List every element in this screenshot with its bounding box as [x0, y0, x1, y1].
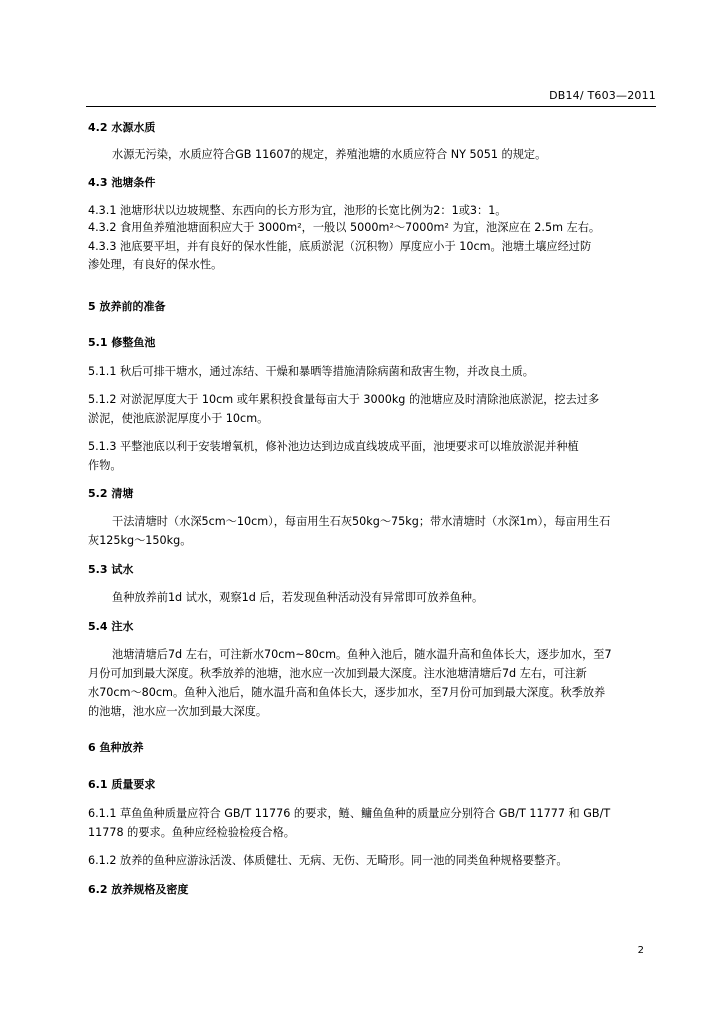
paragraph-line: 干法清塘时（水深5cm～10cm），每亩用生石灰50kg～75kg；带水清塘时（水深1m），每亩用生石 [112, 515, 611, 528]
section-heading: 5 放养前的准备 [88, 300, 166, 313]
paragraph-line: 渗处理，有良好的保水性。 [88, 258, 223, 271]
paragraph-line: 5.1.2 对淤泥厚度大于 10cm 或年累积投食量每亩大于 3000kg 的池塘应及时清除池底淤泥，挖去过多 [88, 393, 600, 406]
section-heading: 4.3 池塘条件 [88, 176, 156, 189]
header-rule [86, 106, 656, 107]
paragraph-line: 6.1.1 草鱼鱼种质量应符合 GB/T 11776 的要求，鲢、鳙鱼鱼种的质量应分别符合 GB/T 11777 和 GB/T [88, 807, 611, 820]
paragraph-line: 池塘清塘后7d 左右，可注新水70cm~80cm。鱼种入池后，随水温升高和鱼体长大，逐步加水，至7 [112, 648, 612, 661]
paragraph-line: 水70cm～80cm。鱼种入池后，随水温升高和鱼体长大，逐步加水，至7月份可加到最大深度。秋季放养 [88, 686, 606, 699]
section-heading: 6.1 质量要求 [88, 778, 156, 791]
page-number: 2 [637, 945, 644, 956]
header-code: DB14/ T603—2011 [549, 89, 656, 102]
section-heading: 5.3 试水 [88, 563, 134, 576]
paragraph-line: 4.3.3 池底要平坦，并有良好的保水性能，底质淤泥（沉积物）厚度应小于 10cm。池塘土壤应经过防 [88, 240, 592, 253]
section-heading: 5.4 注水 [88, 620, 134, 633]
paragraph-line: 5.1.3 平整池底以利于安装增氧机，修补池边达到边成直线坡成平面，池埂要求可以堆放淤泥并种植 [88, 440, 579, 453]
paragraph-line: 4.3.2 食用鱼养殖池塘面积应大于 3000m²，一般以 5000m²～7000m² 为宜，池深应在 2.5m 左右。 [88, 221, 601, 234]
section-heading: 6 鱼种放养 [88, 741, 144, 754]
section-heading: 4.2 水源水质 [88, 121, 156, 134]
section-heading: 6.2 放养规格及密度 [88, 883, 189, 896]
paragraph-line: 5.1.1 秋后可排干塘水，通过冻结、干燥和暴晒等措施清除病菌和敌害生物，并改良土质。 [88, 365, 534, 378]
section-heading: 5.2 清塘 [88, 487, 134, 500]
paragraph-line: 水源无污染，水质应符合GB 11607的规定，养殖池塘的水质应符合 NY 5051 的规定。 [112, 148, 547, 161]
paragraph-line: 鱼种放养前1d 试水，观察1d 后，若发现鱼种活动没有异常即可放养鱼种。 [112, 591, 484, 604]
paragraph-line: 11778 的要求。鱼种应经检验检疫合格。 [88, 826, 295, 839]
paragraph-line: 4.3.1 池塘形状以边坡规整、东西向的长方形为宜，池形的长宽比例为2：1或3：1。 [88, 204, 507, 217]
paragraph-line: 作物。 [88, 459, 122, 472]
paragraph-line: 淤泥，使池底淤泥厚度小于 10cm。 [88, 412, 269, 425]
paragraph-line: 灰125kg～150kg。 [88, 534, 192, 547]
paragraph-line: 6.1.2 放养的鱼种应游泳活泼、体质健壮、无病、无伤、无畸形。同一池的同类鱼种规格要整齐。 [88, 854, 568, 867]
section-heading: 5.1 修整鱼池 [88, 336, 156, 349]
paragraph-line: 月份可加到最大深度。秋季放养的池塘，池水应一次加到最大深度。注水池塘清塘后7d 左右，可注新 [88, 667, 587, 680]
paragraph-line: 的池塘，池水应一次加到最大深度。 [88, 705, 268, 718]
